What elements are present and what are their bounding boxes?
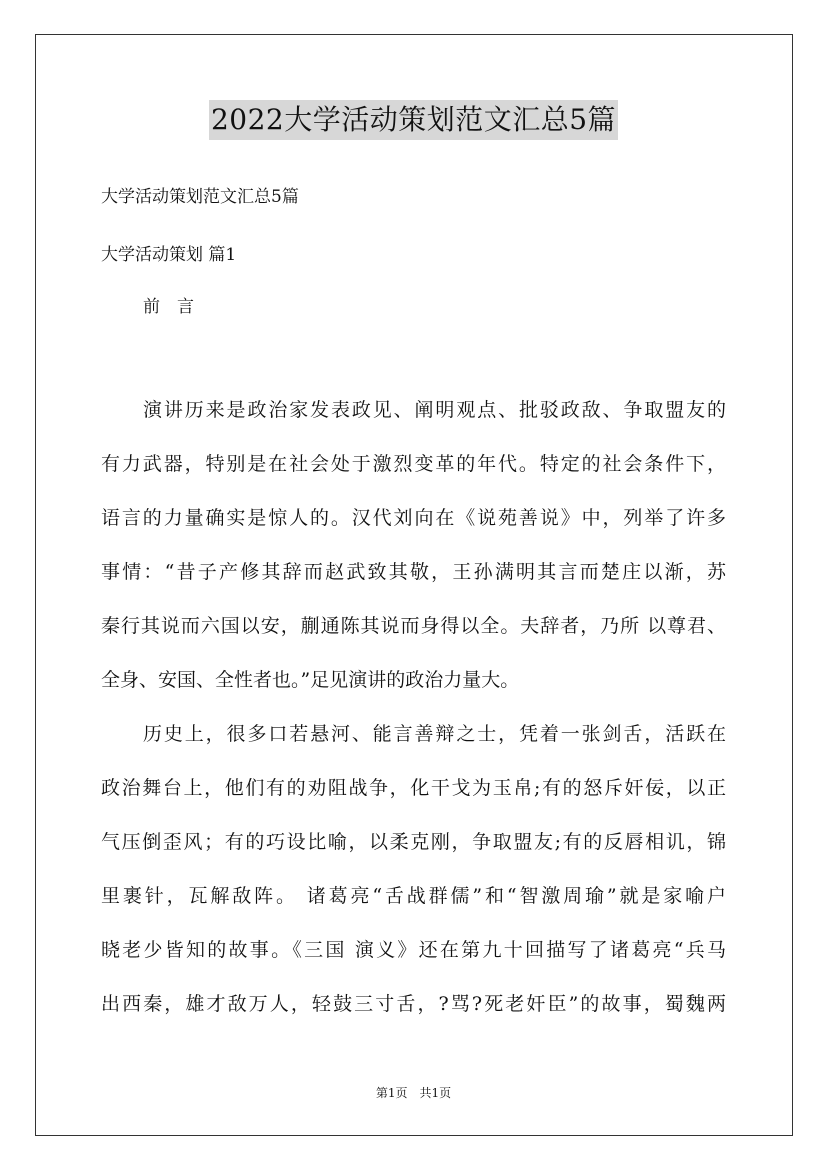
paragraph-line: 里裹针，瓦解敌阵。 诸葛亮“舌战群儒”和“智激周瑜”就是家喻户 — [101, 885, 726, 907]
paragraph-1 — [101, 383, 726, 707]
paragraph-line: 气压倒歪风；有的巧设比喻，以柔克刚，争取盟友;有的反唇相讥，锦 — [101, 831, 726, 853]
paragraph-line: 出西秦，雄才敌万人，轻鼓三寸舌，?骂?死老奸臣”的故事，蜀魏两 — [101, 993, 726, 1015]
section-heading: 大学活动策划 篇1 — [101, 245, 237, 265]
paragraph-line: 有力武器，特别是在社会处于激烈变革的年代。特定的社会条件下， — [101, 453, 726, 475]
paragraph-line: 事情：“昔子产修其辞而赵武致其敬，王孙满明其言而楚庄以渐，苏 — [101, 561, 726, 583]
paragraph-line: 历史上，很多口若悬河、能言善辩之士，凭着一张剑舌，活跃在 — [143, 723, 726, 745]
document-title: 2022大学活动策划范文汇总5篇 — [209, 100, 618, 140]
paragraph-line: 晓老少皆知的故事。《三国 演义》还在第九十回描写了诸葛亮“兵马 — [101, 939, 726, 961]
page-footer: 第1页 共1页 — [375, 1086, 452, 1100]
paragraph-line: 秦行其说而六国以安，蒯通陈其说而身得以全。夫辞者，乃所 以尊君、 — [101, 615, 726, 637]
paragraph-2 — [101, 707, 726, 1031]
paragraph-line: 全身、安国、全性者也。”足见演讲的政治力量大。 — [101, 669, 520, 691]
paragraph-line: 政治舞台上，他们有的劝阻战争，化干戈为玉帛;有的怒斥奸佞，以正 — [101, 777, 726, 799]
document-title-wrap — [0, 100, 827, 140]
paragraph-line: 语言的力量确实是惊人的。汉代刘向在《说苑善说》中，列举了许多 — [101, 507, 726, 529]
document-subtitle: 大学活动策划范文汇总5篇 — [101, 187, 299, 207]
paragraph-line: 演讲历来是政治家发表政见、阐明观点、批驳政敌、争取盟友的 — [143, 399, 726, 421]
preface-heading: 前 言 — [143, 297, 194, 317]
